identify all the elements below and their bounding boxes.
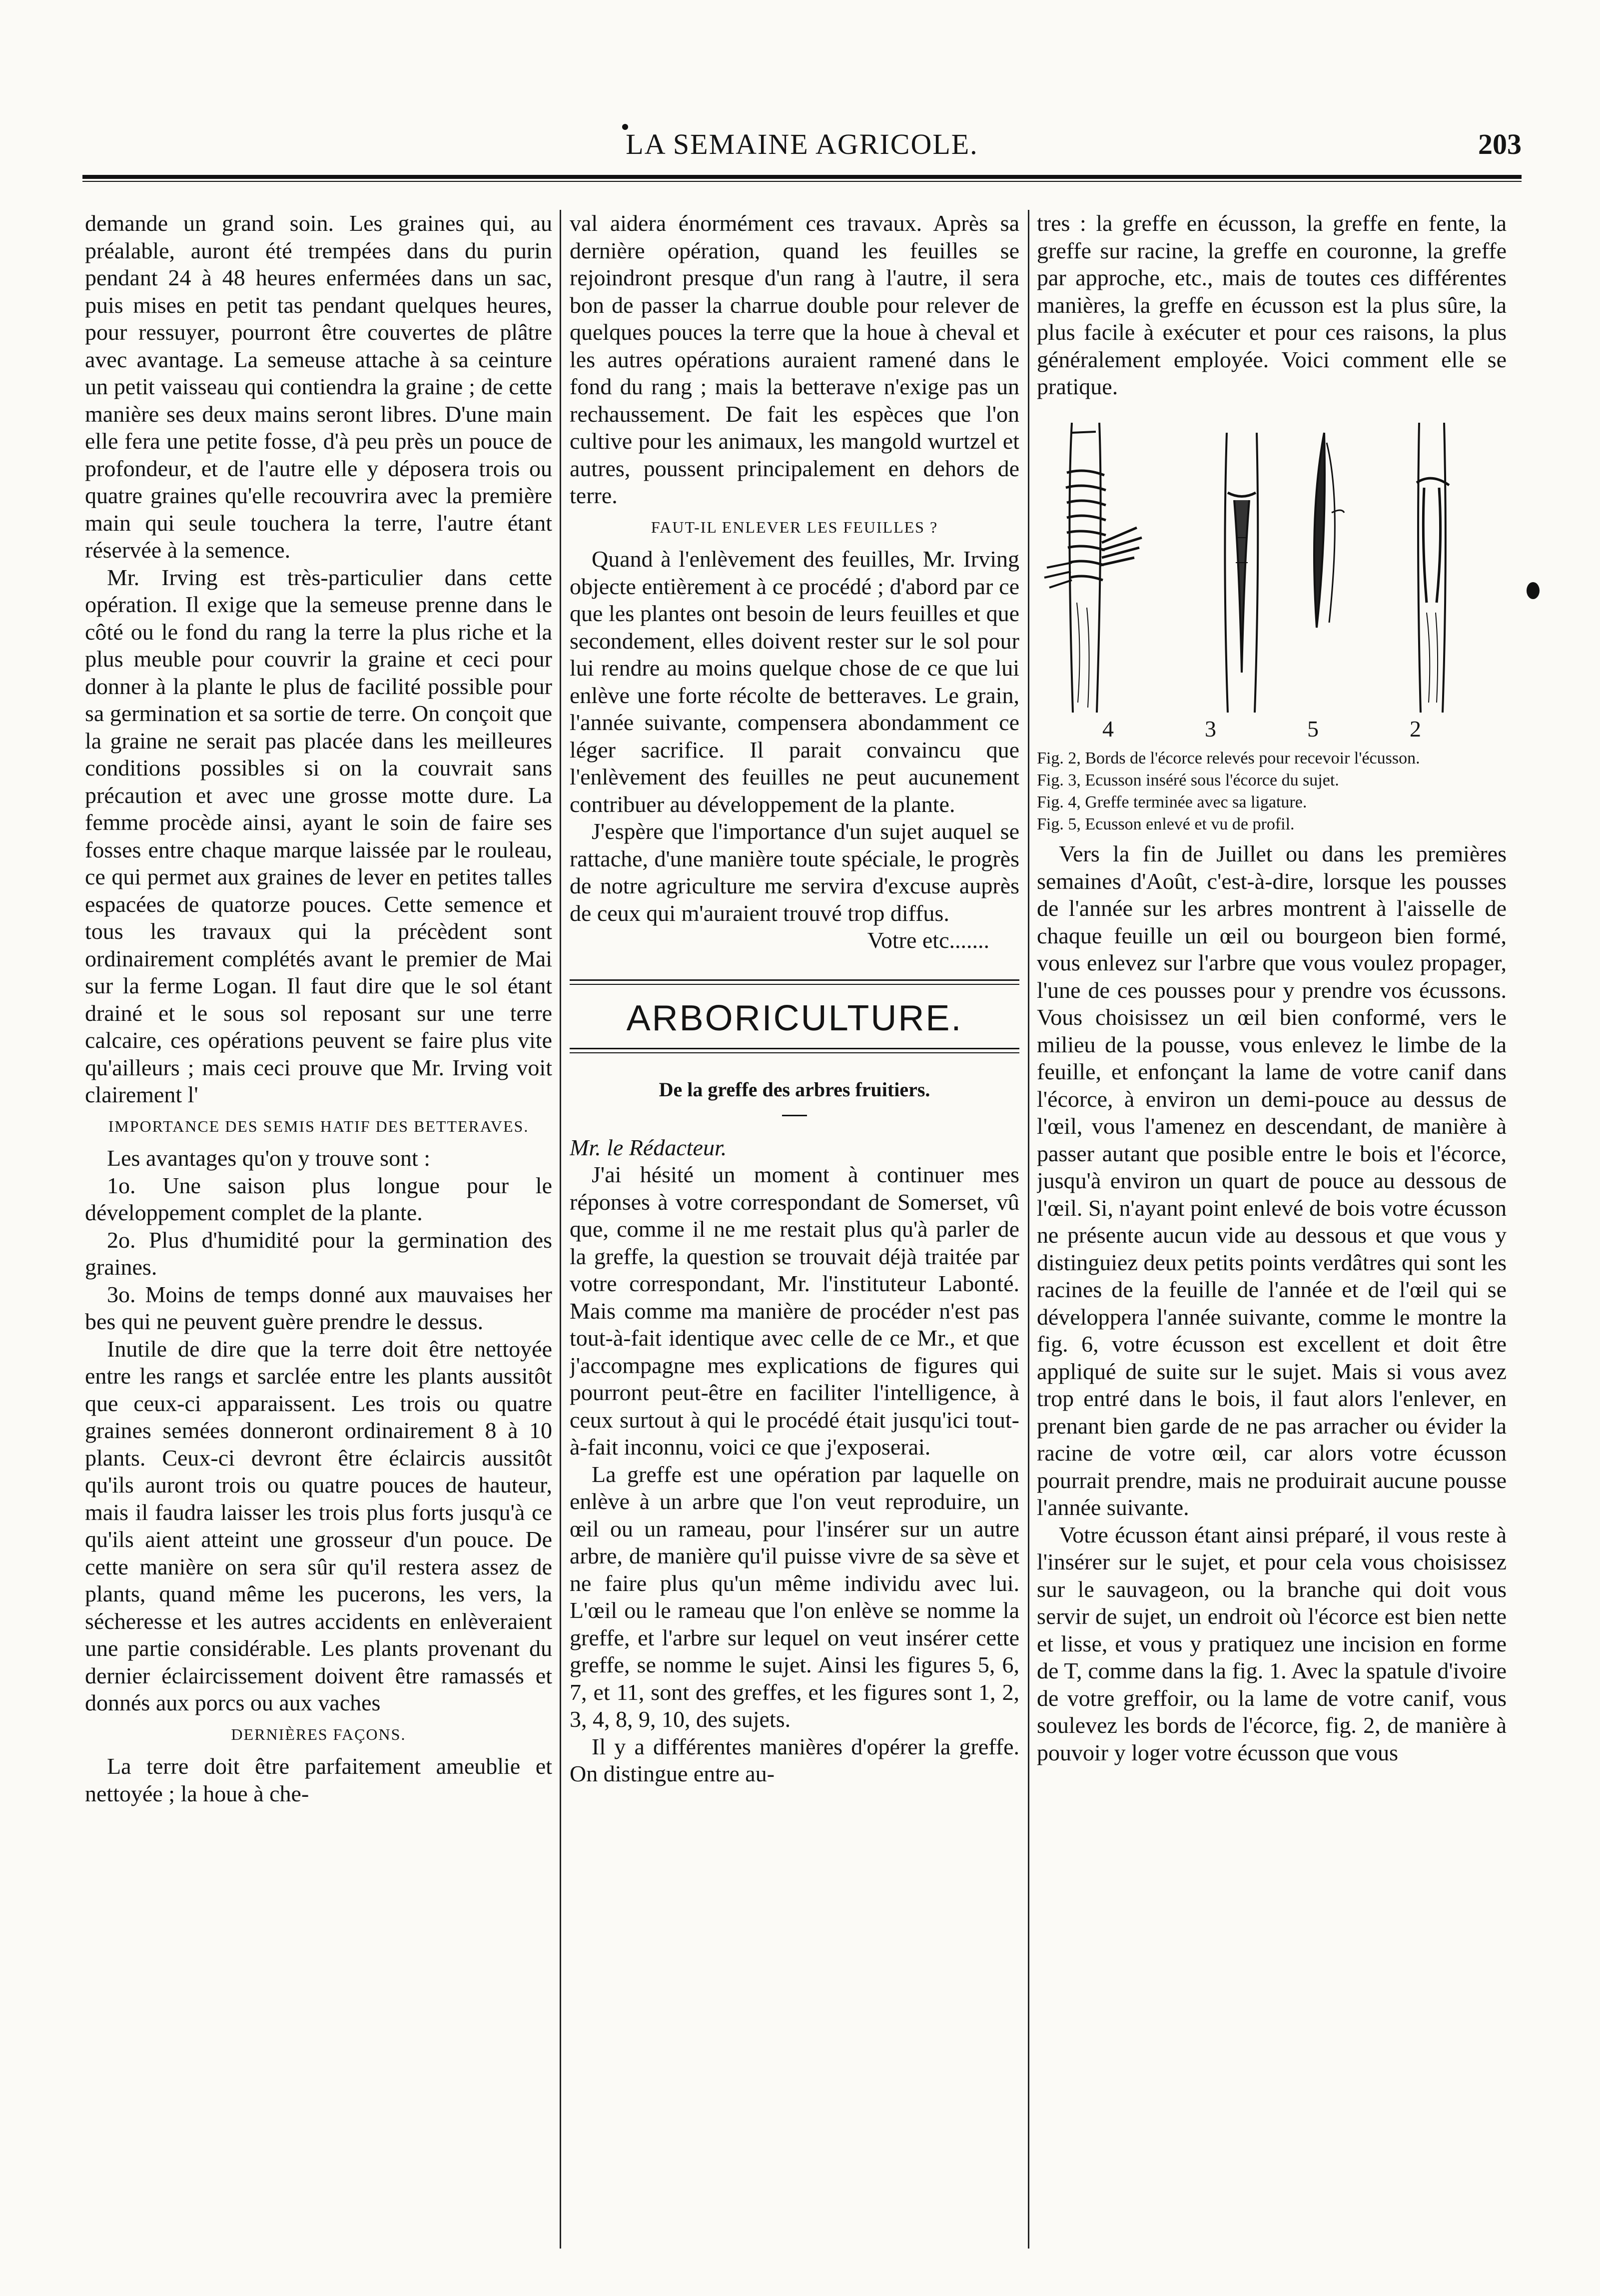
paragraph: J'ai hésité un moment à continuer mes réponses à votre correspondant de Somerset, vû que, comme il ne me restait plus qu'à parler de la greffe, la question se trouvait déjà traitée par votre correspondant, Mr. l'instituteur Labonté. Mais comme ma manière de procéder n'est pas tout-à-fait identique avec celle de ce Mr., et que j'accompagne mes explications de figures qui pourront peut-être en faciliter l'intelligence, à ceux surtout à qui le procédé était jusqu'ici tout-à-fait inconnu, voici ce que j'exposerai. — [570, 1162, 1019, 1460]
salutation: Mr. le Rédacteur. — [570, 1134, 727, 1160]
figure-caption: Fig. 4, Greffe terminée avec sa ligature. — [1037, 793, 1307, 811]
figure-caption: Fig. 3, Ecusson inséré sous l'écorce du sujet. — [1037, 771, 1339, 789]
list-item: 1o. Une saison plus longue pour le développement complet de la plante. — [85, 1172, 552, 1225]
list-item: 2o. Plus d'humidité pour la germination des graines. — [85, 1227, 552, 1280]
letter-signoff: Votre etc....... — [867, 927, 989, 953]
figure-3-drawing — [1225, 433, 1258, 713]
column-divider — [560, 210, 561, 2249]
figure-caption: Fig. 5, Ecusson enlevé et vu de profil. — [1037, 815, 1295, 833]
section-rule — [570, 1048, 1019, 1053]
column-left — [85, 210, 552, 2244]
column-right — [1037, 210, 1507, 2244]
paragraph: Inutile de dire que la terre doit être nettoyée entre les rangs et sarclée entre les plants aussitôt que ceux-ci apparaissent. Les trois ou quatre graines semées donneront ordinairement 8 à 10 plants. Ceux-ci devront être éclaircis aussitôt qu'ils auront trois ou quatre pouces de hauteur, mais il faudra laisser les trois plus forts jusqu'à ce qu'ils aient atteint une grosseur d'un pouce. De cette manière on sera sûr qu'il restera assez de plants, quand même les pucerons, les vers, la sécheresse et les autres accidents en enlèveraient une partie considérable. Les plants provenant du dernier éclaircissement doivent être ramassés et donnés aux porcs ou aux vaches — [85, 1336, 552, 1715]
ink-speck — [1527, 582, 1540, 599]
page-number: 203 — [1478, 128, 1522, 160]
section-subheading: DERNIÈRES FAÇONS. — [231, 1725, 406, 1743]
grafting-illustration — [1037, 413, 1507, 836]
section-subheading: FAUT-IL ENLEVER LES FEUILLES ? — [651, 518, 938, 536]
paragraph: tres : la greffe en écusson, la greffe en fente, la greffe sur racine, la greffe en couronne, la greffe par approche, etc., mais de toutes ces différentes manières, la greffe en écusson est la plus sûre, la plus facile à exécuter et pour ces raisons, la plus généralement employée. Voici comment elle se pratique. — [1037, 210, 1507, 399]
section-rule — [570, 979, 1019, 985]
list-item: 3o. Moins de temps donné aux mauvaises her bes qui ne peuvent guère prendre le dessus. — [85, 1281, 552, 1334]
title-divider — [782, 1115, 807, 1116]
paragraph: Il y a différentes manières d'opérer la greffe. On distingue entre au- — [570, 1733, 1019, 1786]
figure-5-drawing — [1314, 433, 1344, 628]
figure-4-drawing — [1044, 423, 1142, 713]
paragraph: Quand à l'enlèvement des feuilles, Mr. Irving objecte entièrement à ce procédé ; d'abord par ce que les plantes ont besoin de leurs feuilles et que secondement, elles doivent rester sur le sol pour lui rendre au moins quelque chose de ce que lui enlève une forte récolte de betteraves. Le grain, l'année suivante, compensera abondamment ce léger sacrifice. Il parait convaincu que l'enlèvement des feuilles ne peut aucunement contribuer au développement de la plante. — [570, 546, 1019, 817]
paragraph: Vers la fin de Juillet ou dans les premières semaines d'Août, c'est-à-dire, lorsque les pousses de l'année sur les arbres montrent à l'aisselle de chaque feuille un œil ou bourgeon bien formé, vous enlevez sur l'arbre que vous voulez propager, l'une de ces pousses pour y prendre vos écussons. Vous choisissez un œil bien conformé, vers le milieu de la pousse, vous enlevez le limbe de la feuille, et enfonçant la lame de votre canif dans l'écorce, à environ un demi-pouce au dessus de l'œil, vous l'amenez en descendant, de manière à passer autant que posible entre le bois et l'écorce, jusqu'à environ un quart de pouce au dessous de l'œil. Si, n'ayant point enlevé de bois votre écusson ne présente aucun vide au dessous et que vous y distinguiez deux petits points verdâtres qui sont les racines de la feuille de l'année et de l'œil qui se développera l'année suivante, comme le montre la fig. 6, votre écusson est excellent et doit être appliqué de suite sur le sujet. Mais si vous avez trop entré dans le bois, il faut alors l'enlever, en prenant bien garde de ne pas arracher ou évider la racine de votre œil, car alors votre écusson pourrait prendre, mais ne produirait aucune pousse l'année suivante. — [1037, 841, 1507, 1520]
paragraph: demande un grand soin. Les graines qui, au préalable, auront été trempées dans du purin pendant 24 à 48 heures enfermées dans un sac, puis mises en petit tas pendant quelques heures, pour ressuyer, pourront être couvertes de plâtre avec avantage. La semeuse attache à sa ceinture un petit vaisseau qui contiendra la graine ; de cette manière ses deux mains seront libres. D'une main elle fera une petite fosse, d'à peu près un pouce de profondeur, et de l'autre elle y déposera trois ou quatre graines qu'elle recouvrira avec la première main qui seule touchera la terre, l'autre étant réservée à la semence. — [85, 210, 552, 563]
section-subheading: IMPORTANCE DES SEMIS HATIF DES BETTERAVES. — [108, 1117, 529, 1135]
header-rule-thin — [82, 181, 1522, 182]
paragraph: Les avantages qu'on y trouve sont : — [107, 1145, 431, 1171]
page-header — [82, 127, 1522, 172]
header-rule — [82, 175, 1522, 179]
section-title: ARBORICULTURE. — [626, 998, 963, 1038]
grafting-figures-drawing — [1037, 413, 1487, 713]
figure-number: 5 — [1307, 716, 1319, 742]
paragraph: Votre écusson étant ainsi préparé, il vous reste à l'insérer sur le sujet, et pour cela vous choisissez sur le sauvageon, ou la branche qui doit vous servir de sujet, un endroit où l'écorce est bien nette et lisse, et vous y pratiquez une incision en forme de T, comme dans la fig. 1. Avec la spatule d'ivoire de votre greffoir, ou la lame de votre canif, vous soulevez les bords de l'écorce, fig. 2, de manière à pouvoir y loger votre écusson que vous — [1037, 1522, 1507, 1765]
section-header-block — [570, 979, 1019, 1054]
article-title: De la greffe des arbres fruitiers. — [659, 1078, 930, 1101]
figure-numbers — [1057, 716, 1467, 743]
column-divider — [1028, 210, 1029, 2249]
figure-caption: Fig. 2, Bords de l'écorce relevés pour recevoir l'écusson. — [1037, 749, 1420, 767]
paragraph: La greffe est une opération par laquelle on enlève à un arbre que l'on veut reproduire, un œil ou un rameau, pour l'insérer sur un autre arbre, de manière qu'il puisse vivre de sa sève et ne faire plus qu'un même individu avec lui. L'œil ou le rameau que l'on enlève se nomme la greffe, et l'arbre sur lequel on veut insérer cette greffe, se nomme le sujet. Ainsi les figures 5, 6, 7, et 11, sont des greffes, et les figures sont 1, 2, 3, 4, 8, 9, 10, des sujets. — [570, 1461, 1019, 1732]
paragraph: val aidera énormément ces travaux. Après sa dernière opération, quand les feuilles se rejoindront presque d'un rang à l'autre, il sera bon de passer la charrue double pour relever de quelques pouces la terre que la houe à cheval et les autres opérations auraient ramené dans le fond du rang ; mais la betterave n'exige pas un rechaussement. De fait les espèces que l'on cultive pour les animaux, les mangold wurtzel et autres, poussent principalement en dehors de terre. — [570, 210, 1019, 508]
paragraph: La terre doit être parfaitement ameublie et nettoyée ; la houe à che- — [85, 1753, 552, 1806]
paragraph: Mr. Irving est très-particulier dans cette opération. Il exige que la semeuse prenne dans le côté ou le fond du rang la terre la plus riche et la plus meuble pour couvrir la graine et ceci pour donner à la plante le plus de facilité possible pour sa germination et sa sortie de terre. On conçoit que la graine ne serait pas placée dans les meilleures conditions possibles si on la couvrait sans précaution et avec une grosse motte dure. La femme procède ainsi, ayant le soin de faire ses fosses entre chaque marque laissée par le rouleau, ce qui permet aux graines de lever en petites talles espacées de quatorze pouces. Cette semence et tous les travaux qui la précèdent sont ordinairement complétés avant le premier de Mai sur la ferme Logan. Il faut dire que le sol étant drainé et le sous sol reposant sur une terre calcaire, ces opérations peuvent se faire plus vite qu'ailleurs ; mais ceci prouve que Mr. Irving voit clairement l' — [85, 564, 552, 1107]
figure-number: 4 — [1102, 716, 1114, 742]
column-middle — [570, 210, 1019, 2244]
running-title: LA SEMAINE AGRICOLE. — [626, 128, 978, 160]
paragraph: J'espère que l'importance d'un sujet auquel se rattache, d'une manière toute spéciale, le progrès de notre agriculture me servira d'excuse auprès de ceux qui m'auraient trouvé trop diffus. — [570, 818, 1019, 926]
figure-number: 3 — [1205, 716, 1216, 742]
figure-2-drawing — [1417, 423, 1449, 713]
figure-number: 2 — [1410, 716, 1421, 742]
